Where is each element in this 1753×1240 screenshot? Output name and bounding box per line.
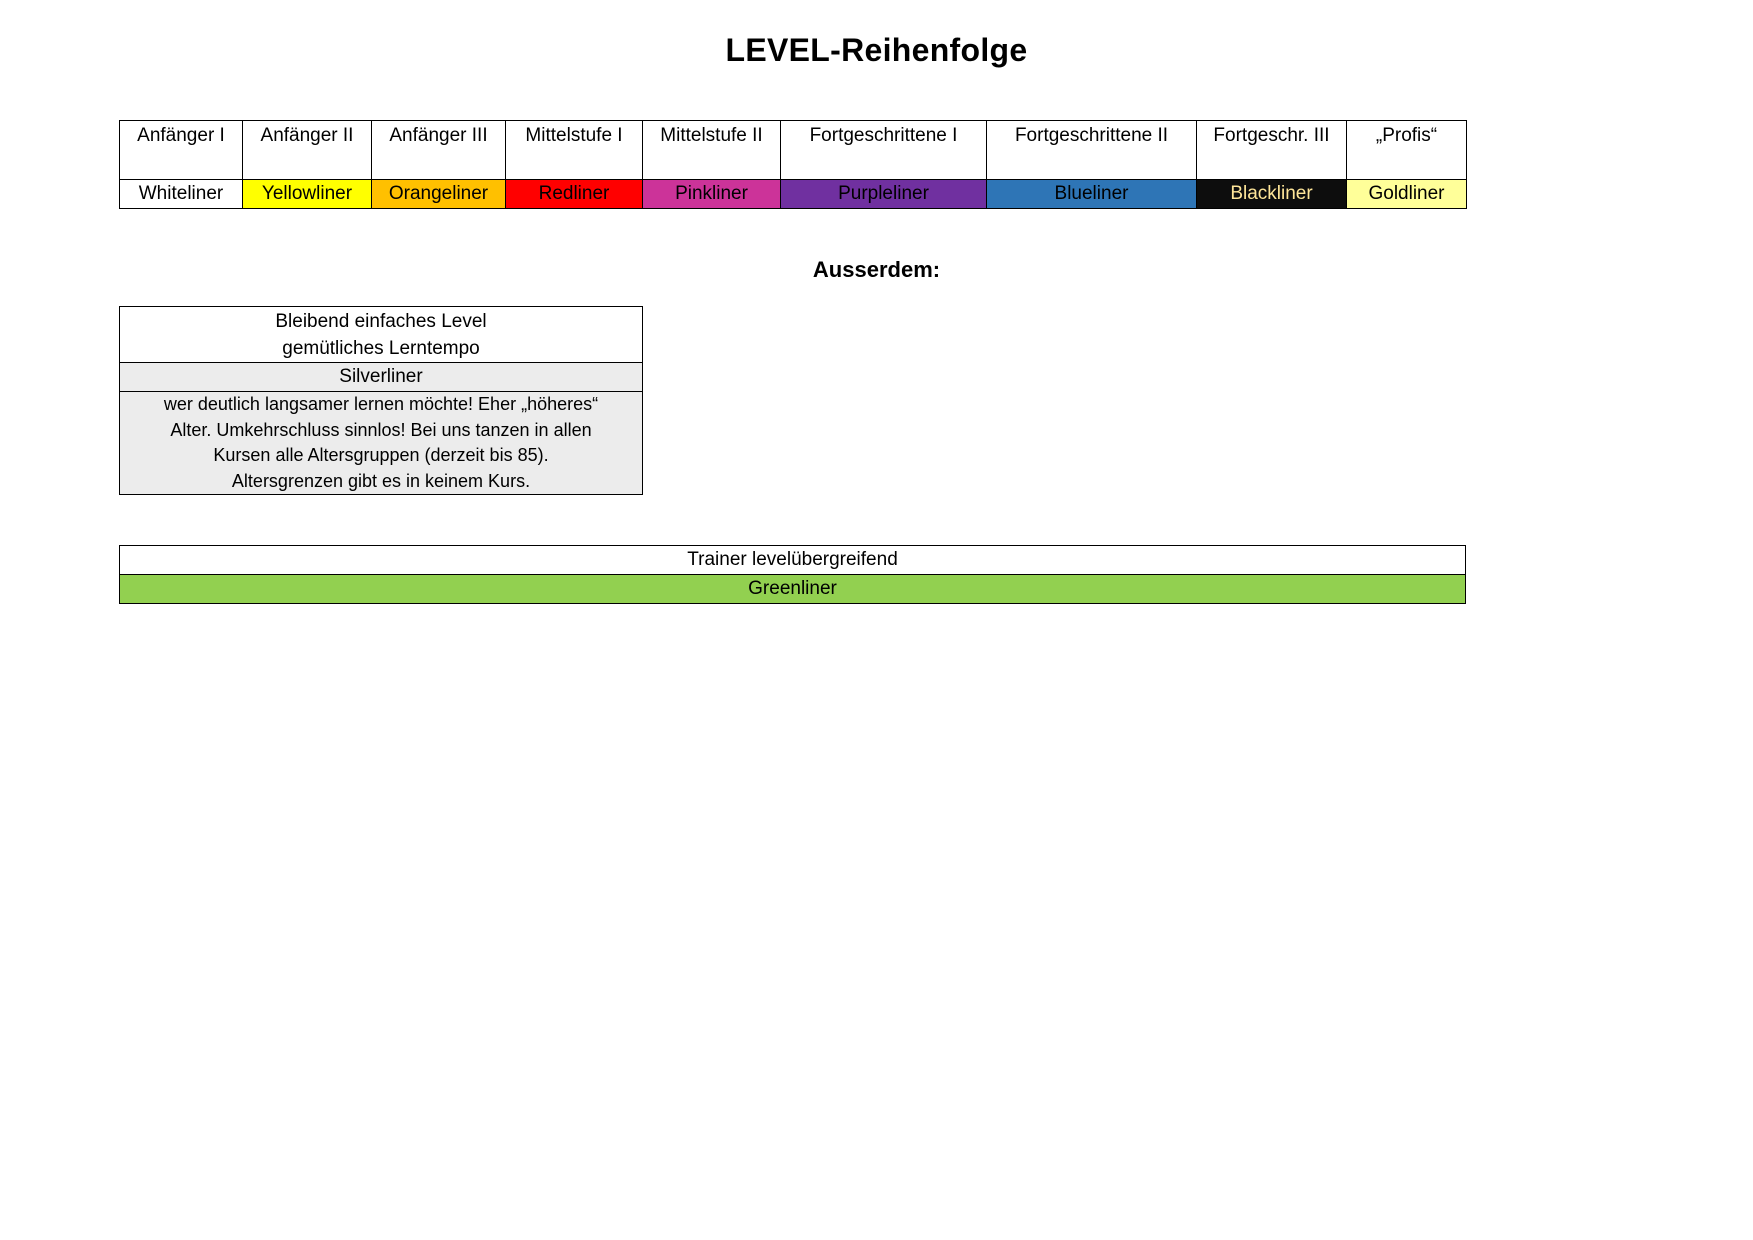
liner-cell-pink: Pinkliner xyxy=(643,180,781,209)
trainer-box xyxy=(119,545,1466,604)
level-name-cell: Anfänger I xyxy=(120,121,243,180)
silverliner-header-cell xyxy=(120,307,643,363)
liner-cell-blue: Blueliner xyxy=(987,180,1197,209)
level-name-cell: Fortgeschrittene I xyxy=(781,121,987,180)
silverliner-name-cell: Silverliner xyxy=(120,363,643,392)
trainer-header-cell: Trainer levelübergreifend xyxy=(120,546,1466,575)
trainer-header-row xyxy=(120,546,1466,575)
liner-cell-white: Whiteliner xyxy=(120,180,243,209)
level-name-cell: Fortgeschr. III xyxy=(1197,121,1347,180)
liner-cell-black: Blackliner xyxy=(1197,180,1347,209)
liner-cell-orange: Orangeliner xyxy=(372,180,506,209)
liner-cell-yellow: Yellowliner xyxy=(243,180,372,209)
silverliner-header-line: Bleibend einfaches Level xyxy=(275,310,487,332)
level-name-row xyxy=(120,121,1467,180)
silverliner-description-cell xyxy=(120,392,643,495)
silverliner-box xyxy=(119,306,643,495)
level-name-cell: „Profis“ xyxy=(1347,121,1467,180)
level-name-cell: Anfänger II xyxy=(243,121,372,180)
liner-cell-gold: Goldliner xyxy=(1347,180,1467,209)
trainer-name-row xyxy=(120,575,1466,604)
page-title: LEVEL-Reihenfolge xyxy=(725,32,1028,68)
description-line: Alter. Umkehrschluss sinnlos! Bei uns tanzen in allen xyxy=(170,419,592,440)
liner-cell-purple: Purpleliner xyxy=(781,180,987,209)
silverliner-description-row xyxy=(120,392,643,495)
silverliner-name-row xyxy=(120,363,643,392)
description-line: wer deutlich langsamer lernen möchte! Eher „höheres“ xyxy=(163,394,599,414)
section-heading-ausserdem: Ausserdem: xyxy=(812,257,941,282)
level-name-cell: Anfänger III xyxy=(372,121,506,180)
silverliner-header-row xyxy=(120,307,643,363)
description-line: Altersgrenzen gibt es in keinem Kurs. xyxy=(231,470,531,491)
silverliner-header-line: gemütliches Lerntempo xyxy=(282,337,480,359)
level-name-cell: Fortgeschrittene II xyxy=(987,121,1197,180)
level-order-table xyxy=(119,120,1467,209)
level-name-cell: Mittelstufe II xyxy=(643,121,781,180)
greenliner-cell: Greenliner xyxy=(120,575,1466,604)
description-line: Kursen alle Altersgruppen (derzeit bis 85). xyxy=(213,445,549,465)
liner-row xyxy=(120,180,1467,209)
level-name-cell: Mittelstufe I xyxy=(506,121,643,180)
liner-cell-red: Redliner xyxy=(506,180,643,209)
